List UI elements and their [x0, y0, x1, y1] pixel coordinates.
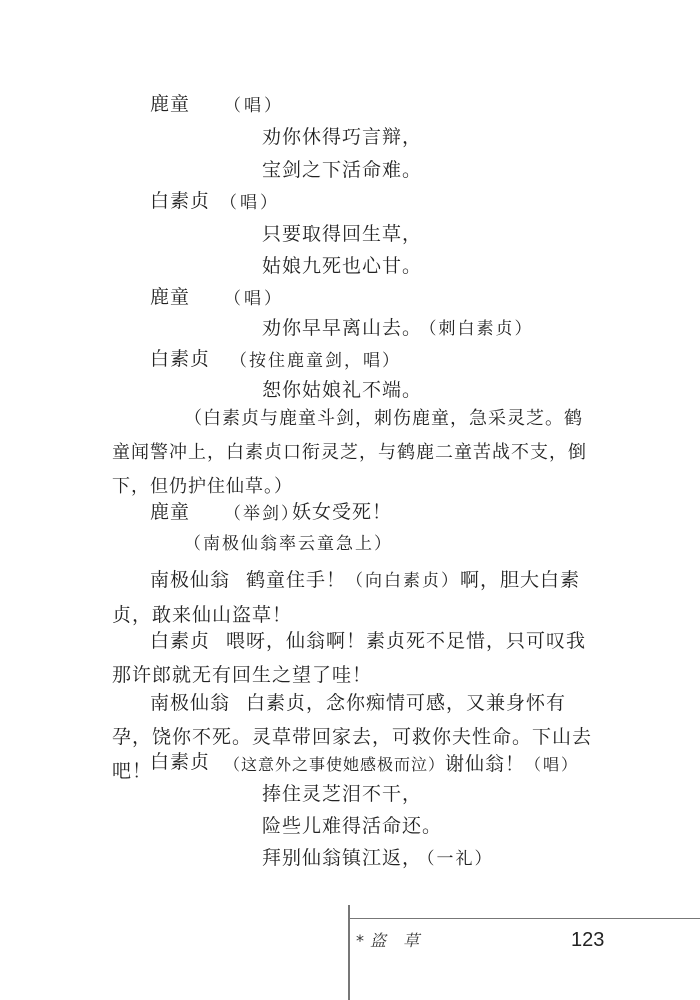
role-name: 白素贞 [150, 630, 211, 652]
section-title: *盗 草 [356, 931, 426, 950]
lyric-line: 姑娘九死也心甘。 [262, 255, 423, 277]
role-name: 鹿童 [150, 501, 191, 523]
dialogue-text: 白素贞，念你痴情可感，又兼身怀有孕，饶你不死。灵草带回家去，可救你夫性命。下山去吧！ [112, 692, 593, 782]
page-number: 123 [571, 929, 605, 951]
role-name: 鹿童 [150, 93, 191, 115]
stage-direction: （唱） [525, 755, 580, 774]
stage-direction: （向白素贞） [346, 571, 461, 591]
lyric-line: 宝剑之下活命难。 [262, 159, 423, 181]
role-name: 白素贞 [150, 348, 211, 370]
role-name: 南极仙翁 [150, 692, 231, 714]
lyric-line: 只要取得回生草， [262, 223, 423, 245]
dialogue-paragraph [112, 563, 598, 632]
lyric-line: 险些儿难得活命还。 [262, 815, 443, 837]
lyric-text: 劝你早早离山去。 [262, 317, 423, 339]
lyric-line: 恕你姑娘礼不端。 [262, 379, 423, 401]
script-line-rest [224, 752, 579, 777]
role-name: 白素贞 [150, 751, 211, 773]
lyric-line: 捧住灵芝泪不干， [262, 783, 423, 805]
footer-divider-vertical [348, 905, 350, 1000]
stage-direction: （刺白素贞） [428, 319, 534, 339]
role-name: 鹿童 [150, 286, 191, 308]
dialogue-text: 妖女受死！ [292, 501, 393, 523]
stage-direction: （南极仙翁率云童急上） [184, 534, 393, 554]
lyric-line [262, 316, 534, 341]
dialogue-text: 啊，胆大白素贞，敢来仙山盗草！ [112, 569, 581, 626]
dialogue-text: 鹤童住手！ [246, 569, 347, 591]
lyric-text: 拜别仙翁镇江返， [262, 847, 423, 869]
stage-direction: （这意外之事使她感极而泣） [224, 755, 446, 774]
stage-direction: （按住鹿童剑，唱） [230, 351, 401, 371]
lyric-line [262, 846, 494, 871]
stage-direction: （举剑） [224, 504, 300, 524]
stage-direction-paragraph: （白素贞与鹿童斗剑，刺伤鹿童，急采灵芝。鹤童闻警冲上，白素贞口衔灵芝，与鹤鹿二童苦战不支，倒下，但仍护住仙草。） [112, 408, 587, 497]
role-name: 白素贞 [150, 190, 211, 212]
dialogue-paragraph [112, 624, 598, 692]
lyric-line: 劝你休得巧言辩， [262, 126, 423, 148]
dialogue-text: 谢仙翁！ [445, 753, 526, 775]
footer-divider-horizontal [348, 918, 700, 919]
stage-direction: （唱） [220, 193, 280, 213]
stage-direction: （唱） [224, 96, 284, 116]
stage-direction: （唱） [224, 289, 284, 309]
role-name: 南极仙翁 [150, 569, 231, 591]
stage-direction: （一礼） [426, 849, 494, 869]
dialogue-text: 喂呀，仙翁啊！素贞死不足惜，只可叹我那许郎就无有回生之望了哇！ [112, 630, 587, 686]
